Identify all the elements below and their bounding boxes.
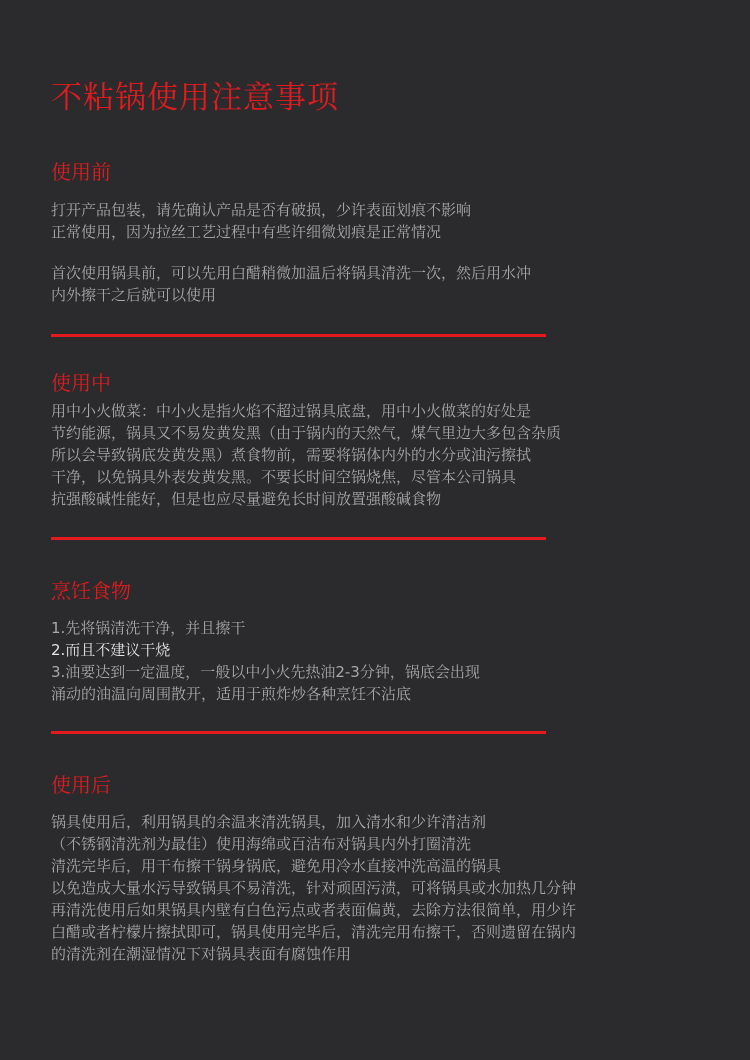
- text-line: 打开产品包装，请先确认产品是否有破损，少许表面划痕不影响: [51, 201, 472, 219]
- before-use-paragraph-1: [51, 199, 471, 243]
- text-line: 内外擦干之后就可以使用: [51, 286, 217, 304]
- text-line: 再清洗使用后如果锅具内壁有白色污点或者表面偏黄，去除方法很简单，用少许: [51, 901, 577, 919]
- text-line: 正常使用，因为拉丝工艺过程中有些许细微划痕是正常情况: [51, 223, 442, 241]
- after-use-paragraph: [51, 811, 576, 965]
- section-heading-after-use: 使用后: [51, 773, 111, 797]
- section-heading-during-use: 使用中: [51, 371, 111, 395]
- text-line: 干净，以免锅具外表发黄发黑。不要长时间空锅烧焦，尽管本公司锅具: [51, 468, 517, 486]
- text-line: （不锈钢清洗剂为最佳）使用海绵或百洁布对锅具内外打圈清洗: [51, 835, 472, 853]
- section-heading-before-use: 使用前: [51, 160, 111, 184]
- section-divider: [51, 334, 546, 337]
- text-line: 抗强酸碱性能好，但是也应尽量避免长时间放置强酸碱食物: [51, 490, 442, 508]
- cooking-paragraph: [51, 617, 480, 705]
- text-line: 以免造成大量水污导致锅具不易清洗，针对顽固污渍，可将锅具或水加热几分钟: [51, 879, 577, 897]
- text-line: 3.油要达到一定温度，一般以中小火先热油2-3分钟，锅底会出现: [51, 663, 480, 681]
- section-heading-cooking: 烹饪食物: [51, 579, 131, 603]
- text-line: 用中小火做菜：中小火是指火焰不超过锅具底盘，用中小火做菜的好处是: [51, 402, 532, 420]
- text-line: 所以会导致锅底发黄发黑）煮食物前，需要将锅体内外的水分或油污擦拭: [51, 446, 532, 464]
- text-line: 锅具使用后，利用锅具的余温来清洗锅具，加入清水和少许清洁剂: [51, 813, 487, 831]
- text-line: 1.先将锅清洗干净，并且擦干: [51, 619, 246, 637]
- section-divider: [51, 537, 546, 540]
- text-line: 白醋或者柠檬片擦拭即可，锅具使用完毕后，清洗完用布擦干，否则遗留在锅内: [51, 923, 577, 941]
- text-line: 节约能源，锅具又不易发黄发黑（由于锅内的天然气，煤气里边大多包含杂质: [51, 424, 562, 442]
- before-use-paragraph-2: [51, 262, 531, 306]
- text-line: 的清洗剂在潮湿情况下对锅具表面有腐蚀作用: [51, 945, 352, 963]
- text-line: 清洗完毕后，用干布擦干锅身锅底，避免用冷水直接冲洗高温的锅具: [51, 857, 502, 875]
- text-line-highlighted: 2.而且不建议干烧: [51, 641, 171, 659]
- during-use-paragraph: [51, 400, 561, 510]
- page-title: 不粘锅使用注意事项: [51, 80, 339, 116]
- text-line: 涌动的油温向周围散开，适用于煎炸炒各种烹饪不沾底: [51, 685, 412, 703]
- section-divider: [51, 731, 546, 734]
- text-line: 首次使用锅具前，可以先用白醋稍微加温后将锅具清洗一次，然后用水冲: [51, 264, 532, 282]
